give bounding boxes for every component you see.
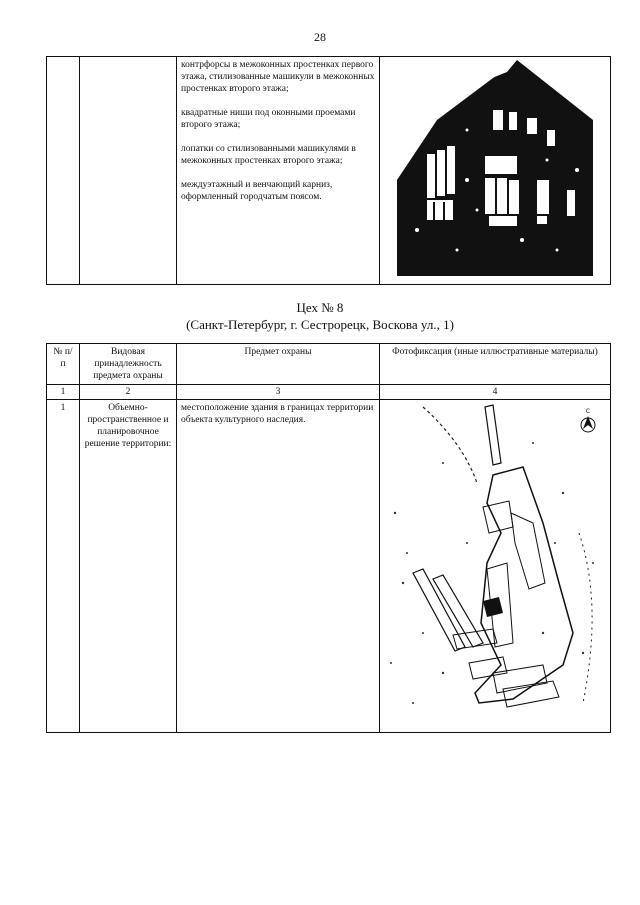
table-header-row — [47, 344, 611, 385]
column-number: 1 — [47, 385, 80, 400]
header-subject: Предмет охраны — [177, 344, 380, 385]
list-item: контрфорсы в межоконных простенках первого этажа, стилизованные машикули в межоконных простенках второго этажа; — [181, 60, 375, 94]
table-row — [47, 400, 611, 733]
cell-num — [47, 57, 80, 285]
page-number: 28 — [314, 30, 326, 44]
row-num: 1 — [47, 400, 80, 733]
header-type: Видовая принадлежность предмета охраны — [80, 344, 177, 385]
cell-photo — [380, 57, 611, 285]
north-arrow-icon — [581, 408, 595, 432]
protection-table — [46, 343, 611, 733]
section-heading — [0, 299, 640, 333]
north-label: С — [585, 408, 591, 415]
section-address: (Санкт-Петербург, г. Сестрорецк, Воскова ул., 1) — [186, 317, 454, 332]
column-number: 4 — [380, 385, 611, 400]
section-title: Цех № 8 — [296, 300, 344, 315]
row-type: Объемно-пространственное и планировочное решение территории: — [80, 400, 177, 733]
column-number: 3 — [177, 385, 380, 400]
row-photo — [380, 400, 611, 733]
facade-photo — [397, 60, 593, 276]
site-plan-map — [383, 403, 606, 723]
header-photo: Фотофиксация (иные иллюстративные материалы) — [380, 344, 611, 385]
table-row — [47, 57, 611, 285]
header-num: № п/п — [47, 344, 80, 385]
cell-description — [177, 57, 380, 285]
cell-type — [80, 57, 177, 285]
column-number: 2 — [80, 385, 177, 400]
upper-table — [46, 56, 611, 285]
list-item: междуэтажный и венчающий карниз, оформленный городчатым поясом. — [181, 180, 333, 202]
column-number-row — [47, 385, 611, 400]
row-subject: местоположение здания в границах территории объекта культурного наследия. — [177, 400, 380, 733]
list-item: квадратные ниши под оконными проемами второго этажа; — [181, 108, 356, 130]
list-item: лопатки со стилизованными машикулями в межоконных простенках второго этажа; — [181, 144, 356, 166]
